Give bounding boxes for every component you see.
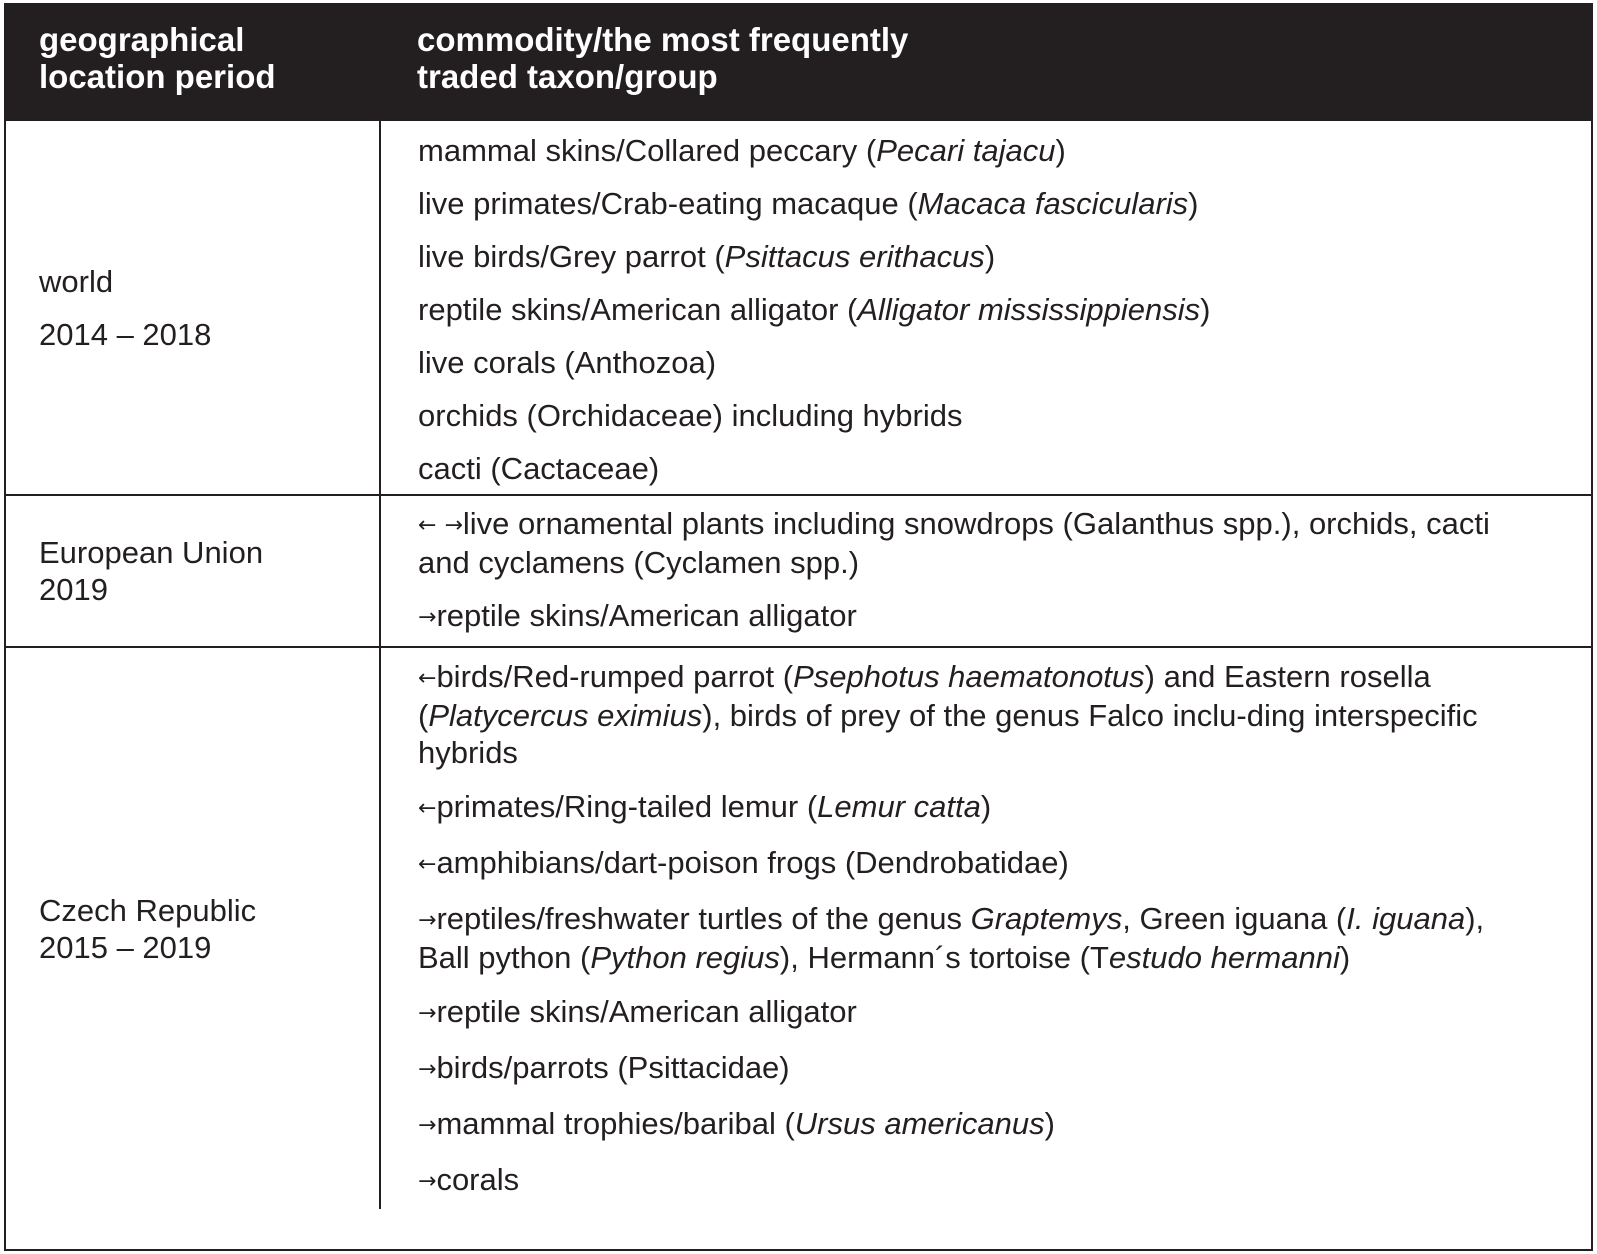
location-name: Czech Republic [39,892,257,928]
arrow-right-icon: → [444,513,463,538]
taxon-name: Python regius [590,940,780,975]
header-col1-line1: geographical [39,21,245,58]
commodity-item [418,788,1531,827]
arrow-right-icon: → [418,1057,437,1082]
commodity-text: ), Ball python ( [418,901,1485,975]
commodity-item [418,844,1531,883]
arrow-left-icon: ← [418,513,437,538]
commodity-text: mammal trophies/baribal ( [436,1106,795,1141]
arrow-left-icon: ← [418,852,437,877]
header-commodity [380,3,1591,120]
taxon-name: estudo hermanni [1108,940,1340,975]
commodity-cell [380,647,1591,1209]
commodity-text: corals [436,1162,520,1197]
commodity-text: reptiles/freshwater turtles of the genus [436,901,971,936]
commodity-item [418,597,1531,636]
commodity-item [418,238,1531,275]
commodity-item [418,344,1531,381]
taxon-name: Lemur catta [817,789,981,824]
commodity-item [418,658,1531,771]
commodity-text: birds/Red-rumped parrot ( [436,659,794,694]
commodity-text: ), Hermann´s tortoise (T [779,940,1109,975]
table-header-row [6,3,1591,120]
taxon-name: Pecari tajacu [876,133,1056,168]
location-cell [6,647,380,1209]
taxon-name: Psephotus haematonotus [793,659,1145,694]
commodity-text: ) and Eastern rosella ( [418,659,1431,733]
arrow-left-icon: ← [418,796,437,821]
commodity-item [418,505,1531,581]
arrow-right-icon: → [418,605,437,630]
location-period: 2015 – 2019 [39,929,212,965]
taxon-name: I. iguana [1346,901,1466,936]
location-name: European Union [39,535,264,570]
commodity-text: ) [1188,186,1199,221]
commodity-item [418,450,1531,487]
commodity-text: reptile skins/American alligator ( [418,292,858,327]
commodity-item [418,291,1531,328]
header-col1-line2: location period [39,58,276,95]
commodity-text: live birds/Grey parrot ( [418,239,725,274]
header-location-period [6,3,380,120]
taxon-name: Alligator mississippiensis [857,292,1201,327]
taxon-name: Macaca fascicularis [917,186,1189,221]
arrow-right-icon: → [418,1113,437,1138]
header-col2-line1: commodity/the most frequently [417,21,909,58]
commodity-text: ) [980,789,992,824]
commodity-cell [380,495,1591,647]
commodity-item [418,397,1531,434]
commodity-text: mammal skins/Collared peccary ( [418,133,877,168]
taxon-name: Psittacus erithacus [724,239,985,274]
trade-table [6,3,1591,1209]
commodity-text: ) [984,239,996,274]
commodity-text: ), birds of prey of the genus Falco inclu-ding interspecific hybrids [418,698,1478,770]
commodity-text: live primates/Crab-eating macaque ( [418,186,918,221]
arrow-right-icon: → [418,908,437,933]
commodity-text: amphibians/dart-poison frogs (Dendrobatidae) [436,845,1069,880]
commodity-text: reptile skins/American alligator [436,994,857,1029]
commodity-text: ) [1044,1106,1055,1141]
location-name: world [39,263,114,299]
commodity-text: reptile skins/American alligator [436,598,857,633]
commodity-item [418,900,1531,976]
taxon-name: Ursus americanus [794,1106,1045,1141]
commodity-text: ) [1339,940,1351,975]
commodity-text: ) [1055,133,1066,168]
taxon-name: Graptemys [970,901,1123,936]
location-cell [6,120,380,495]
commodity-text: primates/Ring-tailed lemur ( [436,789,818,824]
commodity-item [418,1105,1531,1144]
commodity-text: cacti (Cactaceae) [418,451,660,486]
location-cell [6,495,380,647]
commodity-item [418,1049,1531,1088]
arrow-right-icon: → [418,1001,437,1026]
commodity-item [418,185,1531,222]
commodity-text: birds/parrots (Psittacidae) [436,1050,790,1085]
commodity-text: live corals (Anthozoa) [418,345,717,380]
table-row-european-union [6,495,1591,647]
header-col2-line2: traded taxon/group [417,58,718,95]
commodity-text: ) [1200,292,1211,327]
commodity-text: , Green iguana ( [1122,901,1347,936]
commodity-text: live ornamental plants including snowdrops (Galanthus spp.), orchids, cacti and cyclamens (Cyclamen spp.) [418,506,1490,580]
commodity-text: orchids (Orchidaceae) including hybrids [418,398,963,433]
table-row-czech-republic [6,647,1591,1209]
location-period: 2019 [39,572,108,607]
commodity-item [418,1161,1531,1200]
commodity-item [418,132,1531,169]
trade-table-frame [4,3,1593,1251]
location-period: 2014 – 2018 [39,316,212,352]
arrow-right-icon: → [418,1169,437,1194]
commodity-cell [380,120,1591,495]
arrow-left-icon: ← [418,666,437,691]
commodity-item [418,993,1531,1032]
taxon-name: Platycercus eximius [428,698,703,733]
table-row-world [6,120,1591,495]
